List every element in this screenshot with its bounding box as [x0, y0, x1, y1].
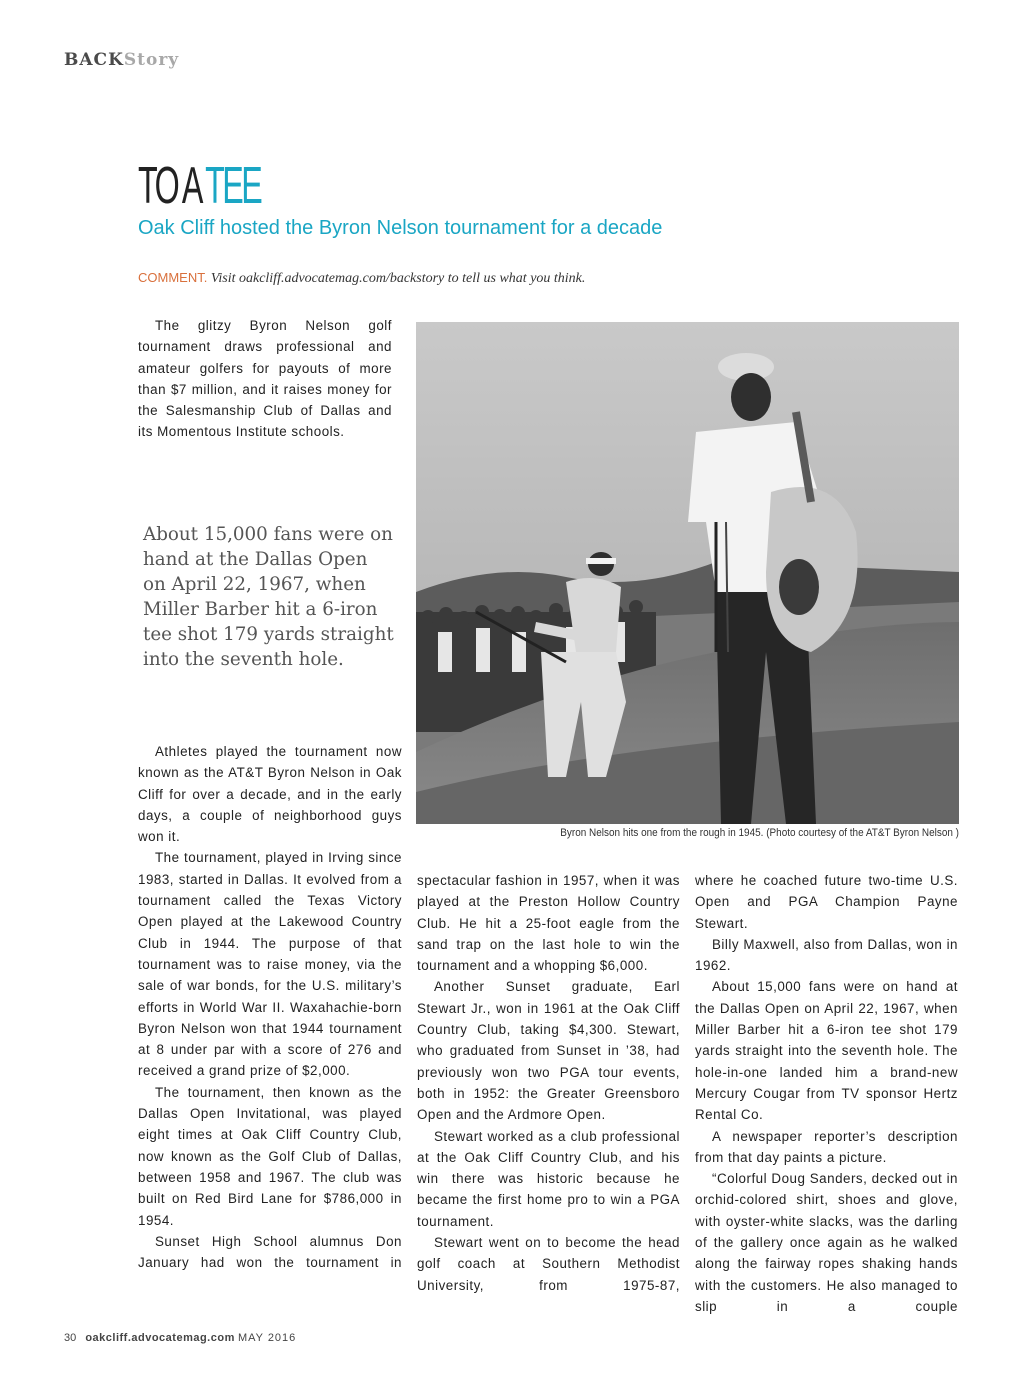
section-label-back: BACK: [64, 50, 124, 70]
title-part-1: TO A: [138, 157, 206, 215]
golf-photo-illustration: [416, 322, 959, 824]
section-label: [64, 50, 179, 70]
footer-date: MAY 2016: [237, 1332, 297, 1344]
body-paragraph: “Colorful Doug Sanders, decked out in orchid-colored shirt, shoes and glove, with oyster-white slacks, was the darling of the gallery once again as he walked along the fairway ropes shaking hands with the customers. He also managed to slip in a couple: [695, 1171, 958, 1314]
body-column-2: [417, 870, 680, 1296]
body-paragraph: Another Sunset graduate, Earl Stewart Jr., won in 1961 at the Oak Cliff Country Club, taking $4,300. Stewart, who graduated from Sunset in ’38, had previously won two PGA tour events, both in 1952: the Greater Greensboro Open and the Ardmore Open.: [417, 979, 680, 1123]
body-paragraph: The tournament, then known as the Dallas Open Invitational, was played eight times at Oak Cliff Country Club, now known as the Golf Club of Dallas, between 1958 and 1967. The club was built on Red Bird Lane for $786,000 in 1954.: [138, 1084, 402, 1228]
comment-text: Visit oakcliff.advocatemag.com/backstory to tell us what you think.: [207, 271, 586, 286]
body-paragraph: About 15,000 fans were on hand at the Dallas Open on April 22, 1967, when Miller Barber hit a 6-iron tee shot 179 yards straight into the seventh hole. The hole-in-one landed him a brand-new Mercury Cougar from TV sponsor Hertz Rental Co.: [695, 979, 958, 1123]
comment-line: [138, 270, 585, 287]
pull-quote: About 15,000 fans were on hand at the Dallas Open on April 22, 1967, when Miller Barber hit a 6-iron tee shot 179 yards straight into the seventh hole.: [143, 524, 394, 670]
page-footer: [64, 1332, 296, 1344]
body-paragraph-continued: spectacular fashion in 1957, when it was played at the Preston Hollow Country Club. He hit a 25-foot eagle from the sand trap on the last hole to win the tournament and a whopping $6,000.: [417, 873, 680, 974]
comment-label: COMMENT.: [138, 270, 208, 285]
footer-site: oakcliff.advocatemag.com: [85, 1332, 235, 1344]
article-subtitle: Oak Cliff hosted the Byron Nelson tournament for a decade: [138, 217, 663, 239]
body-paragraph-continued: where he coached future two-time U.S. Open and PGA Champion Payne Stewart.: [695, 873, 958, 931]
body-paragraph: Athletes played the tournament now known as the AT&T Byron Nelson in Oak Cliff for over a decade, and in the early days, a couple of neighborhood guys won it.: [138, 744, 402, 845]
page-number: 30: [64, 1332, 77, 1344]
intro-text: The glitzy Byron Nelson golf tournament draws professional and amateur golfers for payouts of more than $7 million, and it raises money for the Salesmanship Club of Dallas and its Momentous Institute schools.: [138, 318, 392, 440]
body-paragraph: Sunset High School alumnus Don January had won the tournament in: [138, 1233, 402, 1271]
body-paragraph: Stewart went on to become the head golf coach at Southern Methodist University, from 1975-87,: [417, 1235, 680, 1293]
photo-caption: Byron Nelson hits one from the rough in 1945. (Photo courtesy of the AT&T Byron Nelson ): [560, 827, 959, 839]
article-title: [138, 157, 261, 215]
body-paragraph: The tournament, played in Irving since 1983, started in Dallas. It evolved from a tournament called the Texas Victory Open played at the Lakewood Country Club in 1944. The purpose of that tournament was to raise money, via the sale of war bonds, for the U.S. military’s efforts in World War II. Waxahachie-born Byron Nelson won that 1944 tournament at 8 under par with a score of 276 and received a grand prize of $2,000.: [138, 850, 402, 1079]
body-paragraph: Stewart worked as a club professional at the Oak Cliff Country Club, and his win there was historic because he became the first home pro to win a PGA tournament.: [417, 1128, 680, 1229]
body-column-3: [695, 870, 958, 1317]
body-paragraph: A newspaper reporter’s description from that day paints a picture.: [695, 1128, 958, 1165]
section-label-story: Story: [123, 50, 180, 70]
golf-photo: [416, 322, 959, 824]
body-column-1: [138, 741, 402, 1273]
intro-paragraph: [138, 315, 392, 443]
title-part-2: TEE: [205, 157, 261, 215]
body-paragraph: Billy Maxwell, also from Dallas, won in 1962.: [695, 936, 958, 974]
